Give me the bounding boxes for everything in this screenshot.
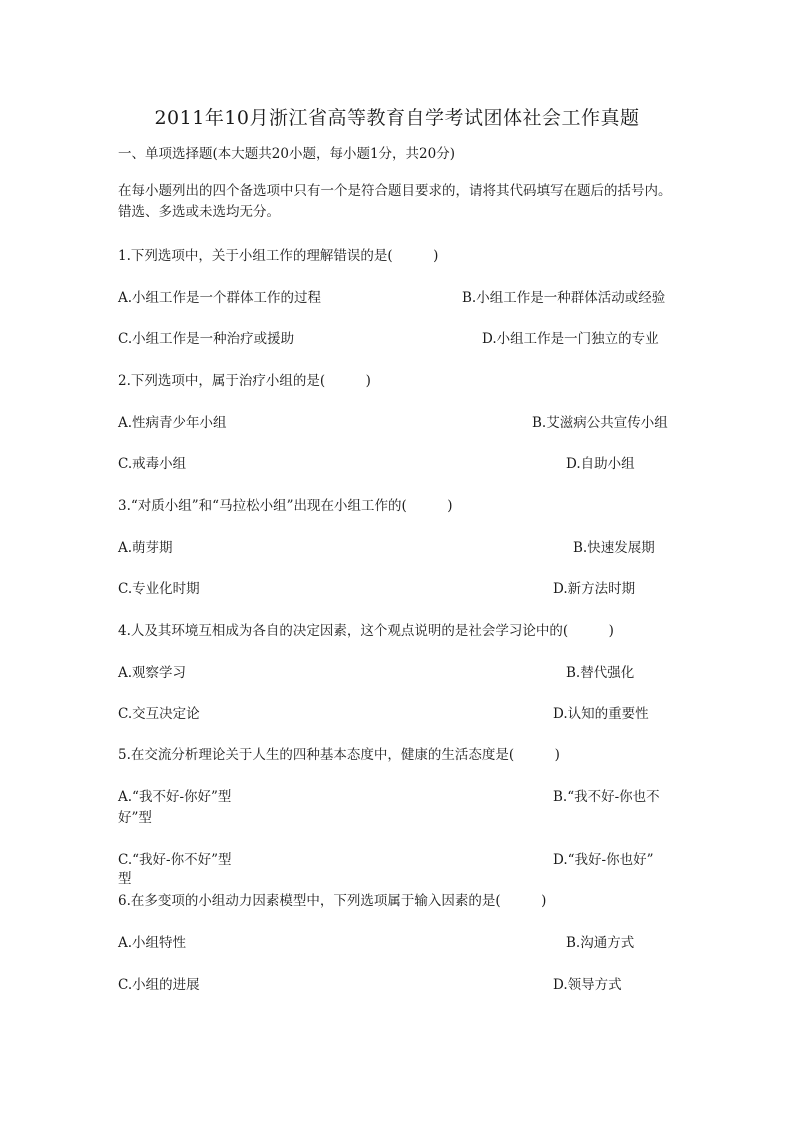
option-b: B.“我不好-你也不: [553, 789, 660, 805]
option-c: C.交互决定论: [118, 706, 200, 722]
option-a: A.小组工作是一个群体工作的过程: [118, 290, 322, 306]
option-c: C.小组的进展: [118, 977, 200, 993]
option-b: B.替代强化: [566, 665, 635, 681]
exam-title: 2011年10月浙江省高等教育自学考试团体社会工作真题: [154, 107, 640, 129]
option-c: C.戒毒小组: [118, 456, 187, 472]
option-b: B.沟通方式: [566, 935, 635, 951]
option-a: A.萌芽期: [118, 540, 173, 556]
question-stem: 2.下列选项中，属于治疗小组的是( ): [118, 373, 371, 389]
option-c: C.专业化时期: [118, 581, 200, 597]
option-b: B.快速发展期: [573, 540, 655, 556]
option-c: C.小组工作是一种治疗或援助: [118, 331, 295, 347]
question-stem: 5.在交流分析理论关于人生的四种基本态度中，健康的生活态度是( ): [118, 747, 560, 763]
option-d: D.领导方式: [553, 977, 622, 993]
option-d-continuation: 型: [118, 871, 132, 887]
option-d: D.自助小组: [566, 456, 635, 472]
option-d: D.小组工作是一门独立的专业: [482, 331, 659, 347]
question-stem: 4.人及其环境互相成为各自的决定因素，这个观点说明的是社会学习论中的( ): [118, 623, 614, 639]
option-d: D.新方法时期: [553, 581, 636, 597]
option-d: D.“我好-你也好”: [553, 852, 654, 868]
question-stem: 1.下列选项中，关于小组工作的理解错误的是( ): [118, 248, 439, 264]
instructions: 在每小题列出的四个备选项中只有一个是符合题目要求的，请将其代码填写在题后的括号内。错选、多选或未选均无分。: [118, 183, 672, 220]
option-b: B.艾滋病公共宣传小组: [532, 415, 668, 431]
option-a: A.小组特性: [118, 935, 187, 951]
section-header: 一、单项选择题(本大题共20小题，每小题1分，共20分): [118, 146, 455, 162]
option-b: B.小组工作是一种群体活动或经验: [462, 290, 666, 306]
option-a: A.观察学习: [118, 665, 187, 681]
option-c: C.“我好-你不好”型: [118, 852, 232, 868]
option-b-continuation: 好”型: [118, 810, 152, 826]
question-stem: 6.在多变项的小组动力因素模型中，下列选项属于输入因素的是( ): [118, 893, 547, 909]
option-a: A.“我不好-你好”型: [118, 789, 232, 805]
question-stem: 3.“对质小组”和“马拉松小组”出现在小组工作的( ): [118, 498, 453, 514]
option-a: A.性病青少年小组: [118, 415, 227, 431]
option-d: D.认知的重要性: [553, 706, 649, 722]
